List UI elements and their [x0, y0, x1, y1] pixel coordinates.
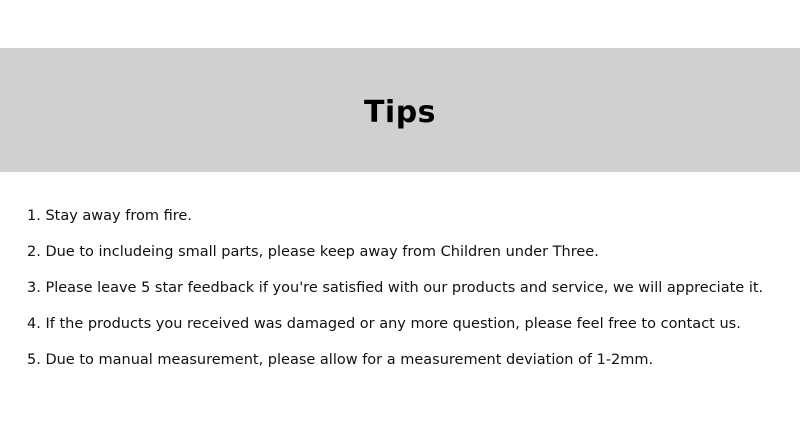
tip-text: Stay away from fire.: [45, 208, 192, 224]
tip-number: 3.: [27, 280, 41, 296]
tips-banner: [0, 48, 800, 172]
page-title: Tips: [363, 94, 437, 130]
tip-text: Please leave 5 star feedback if you're satisfied with our products and service, we will appreciate it.: [45, 280, 764, 296]
tip-item-1: [27, 204, 787, 228]
tip-item-3: [27, 276, 787, 300]
tip-item-2: [27, 240, 787, 264]
tip-item-4: [27, 312, 787, 336]
tip-text: Due to manual measurement, please allow for a measurement deviation of 1-2mm.: [45, 352, 654, 368]
tip-text: Due to includeing small parts, please keep away from Children under Three.: [45, 244, 599, 260]
tip-number: 1.: [27, 208, 41, 224]
tip-number: 2.: [27, 244, 41, 260]
tips-list: [27, 204, 787, 384]
tip-text: If the products you received was damaged or any more question, please feel free to contact us.: [45, 316, 741, 332]
tip-item-5: [27, 348, 787, 372]
tip-number: 4.: [27, 316, 41, 332]
tip-number: 5.: [27, 352, 41, 368]
